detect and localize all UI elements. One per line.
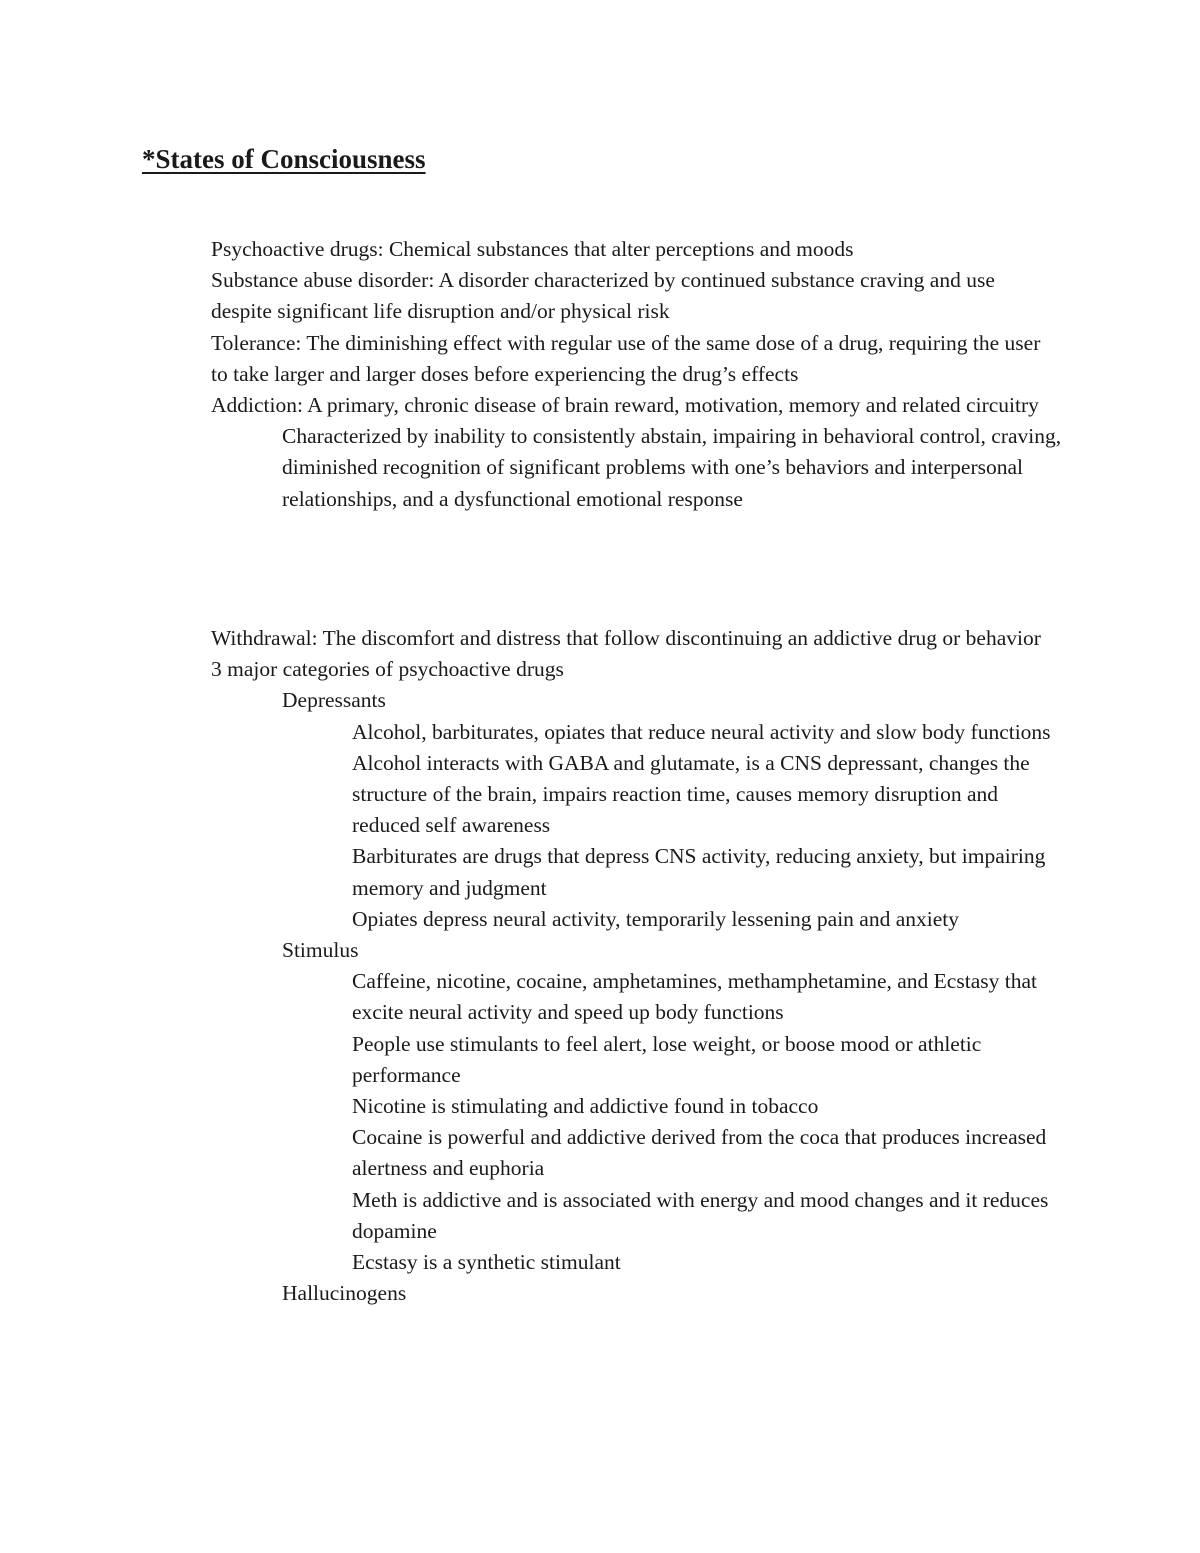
list-item (0, 717, 1052, 748)
list-item-text: Caffeine, nicotine, cocaine, amphetamines, methamphetamine, and Ecstasy that excite neural activity and speed up body functions (352, 969, 1037, 1025)
list-item (0, 421, 1062, 515)
list-item-text: Depressants (282, 688, 386, 713)
page-title: *States of Consciousness (142, 144, 426, 174)
list-item-text: Characterized by inability to consistently abstain, impairing in behavioral control, craving, diminished recognition of significant problems with one’s behaviors and interpersonal relationships, and a dysfunctional emotional response (282, 424, 1062, 511)
list-item-text: Addiction: A primary, chronic disease of brain reward, motivation, memory and related circuitry (211, 393, 1039, 418)
list-item (0, 234, 1051, 265)
list-item-text: Withdrawal: The discomfort and distress that follow discontinuing an addictive drug or behavior (211, 626, 1041, 650)
list-item-text: Tolerance: The diminishing effect with regular use of the same dose of a drug, requiring the user to take larger and larger doses before experiencing the drug’s effects (211, 330, 1041, 386)
list-item (0, 1278, 1062, 1309)
list-item (0, 328, 1051, 390)
list-item-text: Psychoactive drugs: Chemical substances that alter perceptions and moods (211, 237, 854, 261)
list-item-text: Nicotine is stimulating and addictive found in tobacco (352, 1094, 819, 1119)
list-item (0, 1247, 1052, 1278)
list-item (0, 935, 1062, 966)
list-item-text: Meth is addictive and is associated with energy and mood changes and it reduces dopamine (352, 1187, 1049, 1243)
list-item-text: Alcohol interacts with GABA and glutamate, is a CNS depressant, changes the structure of the brain, impairs reaction time, causes memory disruption and reduced self awareness (352, 750, 1030, 838)
list-item (0, 966, 1052, 1028)
list-item-text: Alcohol, barbiturates, opiates that reduce neural activity and slow body functions (352, 719, 1051, 744)
list-item (0, 623, 1051, 654)
list-item (0, 904, 1052, 935)
list-item-text: Barbiturates are drugs that depress CNS activity, reducing anxiety, but impairing memory and judgment (352, 844, 1046, 900)
list-item (0, 265, 1051, 327)
list-item (0, 1091, 1052, 1122)
list-item (0, 841, 1052, 903)
list-item (0, 654, 1051, 685)
list-item (0, 390, 1051, 421)
bullet-list-definitions (0, 234, 1200, 515)
list-item (0, 1185, 1052, 1247)
list-item-text: People use stimulants to feel alert, lose weight, or boose mood or athletic performance (352, 1031, 982, 1087)
list-item (0, 685, 1062, 716)
list-item-text: 3 major categories of psychoactive drugs (211, 657, 564, 682)
list-item (0, 1029, 1052, 1091)
list-item-text: Hallucinogens (282, 1281, 407, 1306)
list-item-text: Substance abuse disorder: A disorder characterized by continued substance craving and use despite significant life disruption and/or physical risk (211, 268, 995, 324)
list-item-text: Opiates depress neural activity, temporarily lessening pain and anxiety (352, 906, 959, 931)
bullet-list-drugs (0, 623, 1200, 1309)
list-item-text: Cocaine is powerful and addictive derived from the coca that produces increased alertness and euphoria (352, 1125, 1047, 1181)
list-item (0, 1122, 1052, 1184)
list-item-text: Stimulus (282, 938, 359, 963)
list-item-text: Ecstasy is a synthetic stimulant (352, 1250, 621, 1275)
list-item (0, 748, 1052, 842)
